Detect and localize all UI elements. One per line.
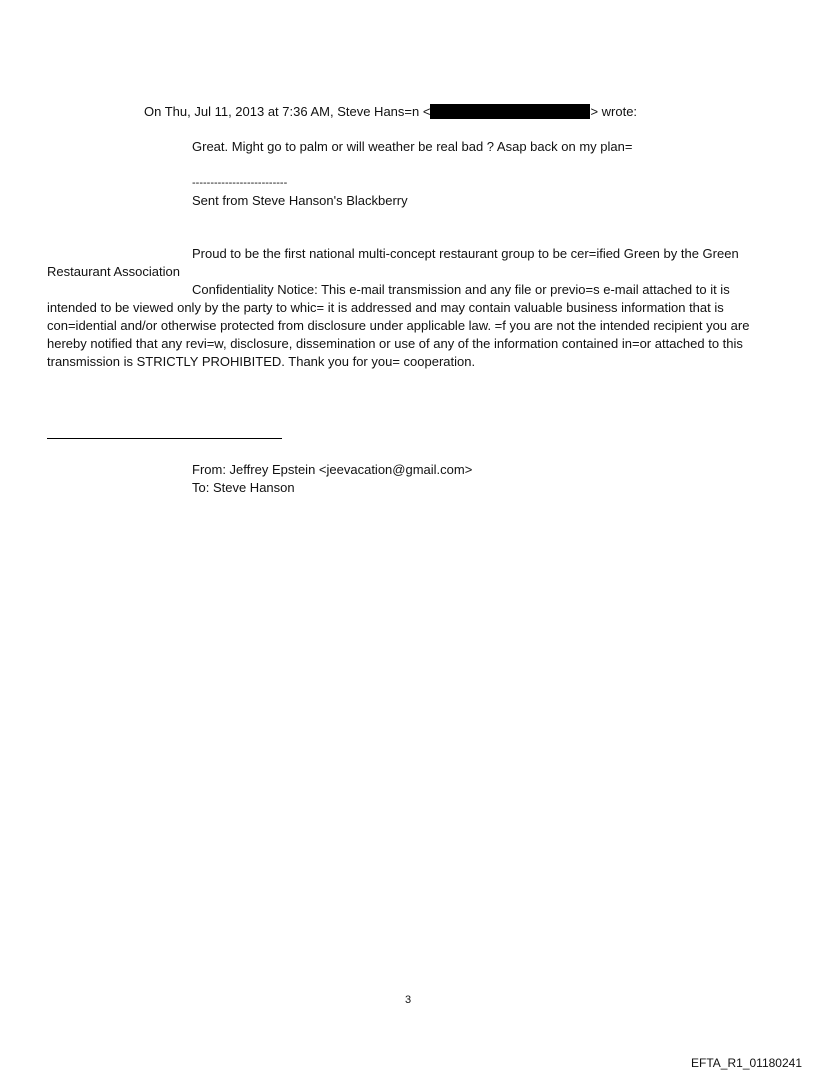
to-line: To: Steve Hanson: [192, 480, 295, 495]
quoted-header-prefix: On Thu, Jul 11, 2013 at 7:36 AM, Steve Hans=n <: [144, 104, 431, 119]
bates-number: EFTA_R1_01180241: [691, 1056, 802, 1070]
confidentiality-first-line: Confidentiality Notice: This e-mail transmission and any file or previo=s e-mail attached to it is: [192, 282, 730, 297]
green-notice-line1: Proud to be the first national multi-concept restaurant group to be cer=ified Green by the Green: [192, 246, 739, 261]
confidentiality-body: intended to be viewed only by the party to whic= it is addressed and may contain valuable business information that is con=idential and/or otherwise protected from disclosure under applicable law. =f you are not the intended recipient you are hereby notified that any revi=w, disclosure, dissemination or use of any of the information contained in=or attached to this transmission is STRICTLY PROHIBITED. Thank you for you= cooperation.: [47, 300, 750, 369]
signature: Sent from Steve Hanson's Blackberry: [192, 193, 408, 208]
page-number: 3: [404, 994, 412, 1006]
quoted-header: [144, 103, 637, 121]
separator-rule: [47, 438, 282, 439]
quoted-header-suffix: > wrote:: [590, 104, 638, 119]
green-notice-line2: Restaurant Association: [47, 264, 180, 279]
quoted-body: Great. Might go to palm or will weather be real bad ? Asap back on my plan=: [192, 139, 633, 154]
from-line: From: Jeffrey Epstein <jeevacation@gmail.com>: [192, 462, 473, 477]
signature-separator: --------------------------: [192, 177, 288, 189]
redaction-block: [430, 104, 590, 119]
